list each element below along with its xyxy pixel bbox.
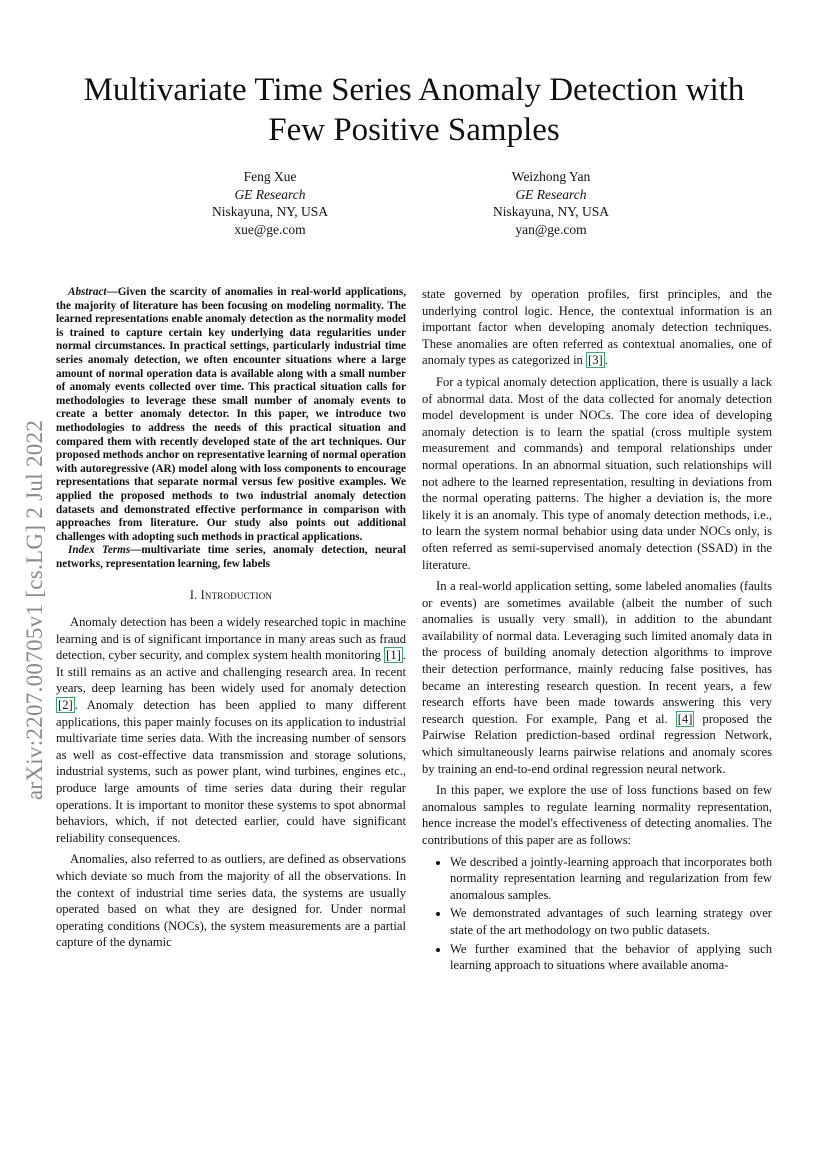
intro-paragraph-6: In this paper, we explore the use of loss functions based on few anomalous samples to regulate learning normality representation, hence increase the model's effectiveness of detecting anomalies. The contributions of this paper are as follows: bbox=[422, 783, 772, 847]
author-affiliation: GE Research bbox=[515, 186, 587, 202]
paper-title: Multivariate Time Series Anomaly Detection with Few Positive Samples bbox=[83, 72, 745, 148]
author-block-2 bbox=[441, 168, 661, 238]
list-item: • We further examined that the behavior of applying such learning approach to situations where available anoma- bbox=[450, 941, 772, 974]
citation-link[interactable]: [2] bbox=[58, 698, 73, 713]
text-run: proposed the Pairwise Relation prediction-based ordinal regression Network, which simultaneously learns pairwise relations and anomaly scores by training an end-to-end ordinal regression neural network. bbox=[422, 711, 772, 776]
citation-link[interactable]: [1] bbox=[386, 648, 401, 663]
intro-paragraph-3 bbox=[422, 286, 772, 369]
citation-link[interactable]: [4] bbox=[677, 711, 693, 726]
author-email: xue@ge.com bbox=[234, 221, 306, 237]
text-run: state governed by operation profiles, first principles, and the underlying control logic. Hence, the contextual information is an important factor when developing anomaly detection techniques. These anomalies are often referred as contextual anomalies, one of anomaly types as categorized in bbox=[422, 287, 772, 368]
author-name: Weizhong Yan bbox=[511, 169, 591, 184]
section-title: Introduction bbox=[200, 588, 273, 603]
author-location: Niskayuna, NY, USA bbox=[211, 204, 328, 219]
intro-paragraph-4: For a typical anomaly detection application, there is usually a lack of abnormal data. Most of the data collected for anomaly detection model development is under NOCs. The core idea of developing anomaly detection is to learn the spatial (cross multiple system measurement and commands) and temporal relationships under normal operations. In an abnormal situation, such relationships will not adhere to the learned representation, resulting in deviations from the normal operating patterns. The higher a deviation is, the more likely it is an anomaly. This type of anomaly detection methods, i.e., to learn the system normal behabior using data under NOCs only, is often referred as semi-supervised anomaly detection (SSAD) in the literature. bbox=[422, 374, 772, 572]
abstract-text: —Given the scarcity of anomalies in real-world applications, the majority of literature has been focusing on modeling normality. The learned representations enable anomaly detection as the normality model is trained to capture certain key underlying data regularities under normal circumstances. In practical settings, particularly industrial time series anomaly detection, we often encounter situations where a large amount of normal operation data is available along with a small number of anomaly events collected over time. This practical situation calls for methodologies to leverage these small number of anomaly events to create a better anomaly detector. In this paper, we introduce two methodologies to address the needs of this practical situation and compared them with recently developed state of the art techniques. Our proposed methods anchor on representative learning of normal operation with autoregressive (AR) model along with loss components to encourage representations that separate normal versus few positive examples. We applied the proposed methods to two industrial anomaly detection datasets and demonstrated effective performance in comparison with approaches from literature. Our study also points out additional challenges with adopting such methods in practical applications. bbox=[56, 286, 406, 543]
section-number: I. bbox=[189, 588, 198, 603]
author-affiliation: GE Research bbox=[234, 186, 306, 202]
list-item: • We described a jointly-learning approach that incorporates both normality representation learning and regularization from few anomalous samples. bbox=[450, 854, 772, 904]
intro-paragraph-2: Anomalies, also referred to as outliers, are defined as observations which deviate so much from the majority of all the observations. In the context of industrial time series data, the systems are usually operated based on what they are designed for. Under normal operating conditions (NOCs), the system measurements are a partial capture of the dynamic bbox=[56, 852, 406, 950]
contributions-list bbox=[422, 854, 772, 974]
section-heading bbox=[56, 587, 406, 604]
text-run: . bbox=[604, 353, 608, 368]
intro-paragraph-1 bbox=[56, 614, 406, 846]
author-email: yan@ge.com bbox=[515, 221, 587, 237]
right-column bbox=[422, 286, 772, 976]
arxiv-identifier: arXiv:2207.00705v1 [cs.LG] 2 Jul 2022 bbox=[22, 419, 47, 801]
index-terms bbox=[56, 544, 406, 571]
text-run: In a real-world application setting, some labeled anomalies (faults or events) are sometimes available (albeit the number of such anomalies is usually very small), in addition to the abundant availability of normal data. Leveraging such limited anomaly data in the process of building anomaly detection algorithms to improve their detection performance, mainly reducing false positives, has became an interesting research question. In recent years, a few research efforts have been made towards answering this very research question. For example, Pang et al. bbox=[422, 579, 772, 726]
text-run: . It still remains as an active and challenging research area. In recent years, deep learning has been widely used for anomaly detection bbox=[56, 648, 406, 696]
author-block-1 bbox=[160, 168, 380, 238]
left-column bbox=[56, 286, 406, 956]
citation-link[interactable]: [3] bbox=[588, 353, 603, 368]
arxiv-sidebar bbox=[18, 380, 52, 840]
author-name: Feng Xue bbox=[243, 169, 297, 184]
list-item: • We demonstrated advantages of such learning strategy over state of the art methodology on two public datasets. bbox=[450, 905, 772, 938]
index-terms-text: —multivariate time series, anomaly detection, neural networks, representation learning, few labels bbox=[56, 544, 406, 570]
text-run: . Anomaly detection has been applied to many different applications, this paper mainly focuses on its application to industrial multivariate time series data. With the increasing number of sensors as well as cost-effective data transmission and storage solutions, industrial systems, such as power plant, wind turbines, engines etc., produce large amounts of time series data during their regular operations. It is important to monitor these systems to spot abnormal behaviors, which, if not detected earlier, could have significant reliability consequences. bbox=[56, 698, 406, 845]
abstract bbox=[56, 286, 406, 544]
abstract-label: Abstract bbox=[68, 286, 107, 298]
intro-paragraph-5 bbox=[422, 578, 772, 777]
index-terms-label: Index Terms bbox=[68, 544, 131, 557]
text-run: Anomaly detection has been a widely researched topic in machine learning and is of significant importance in many areas such as fraud detection, cyber security, and complex system health monitoring bbox=[56, 615, 406, 663]
author-location: Niskayuna, NY, USA bbox=[492, 204, 609, 219]
